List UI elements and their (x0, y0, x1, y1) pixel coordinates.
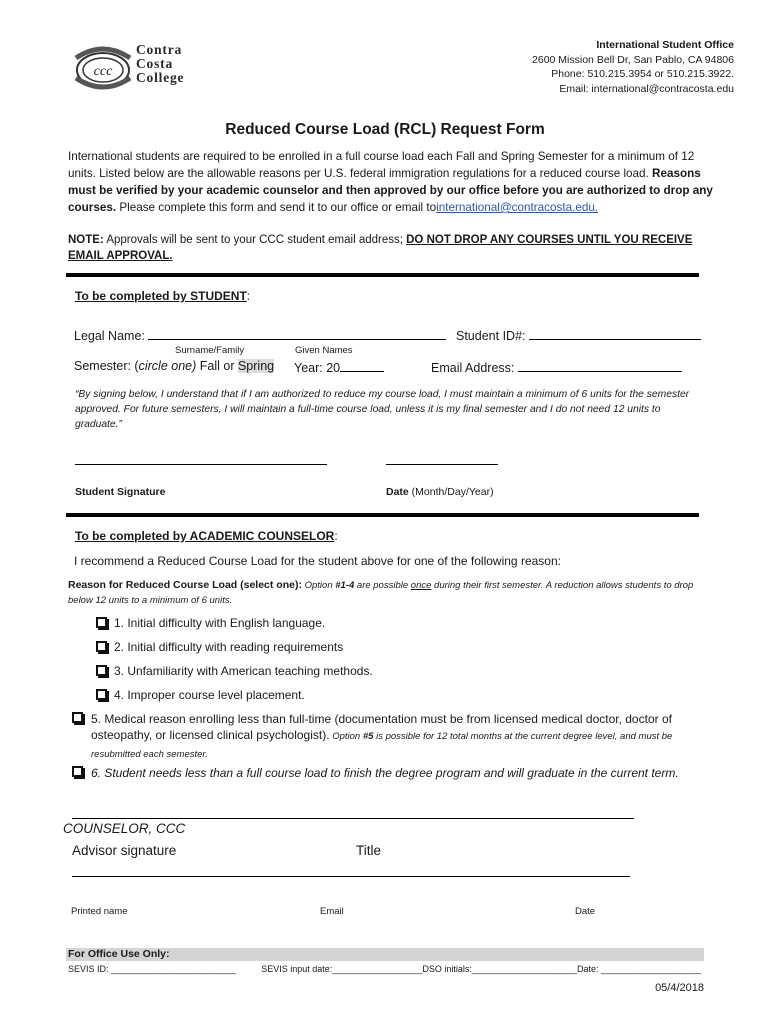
counselor-signature-line[interactable] (72, 818, 634, 819)
email-address-field[interactable] (518, 359, 682, 372)
student-acknowledgement: “By signing below, I understand that if I am authorized to reduce my course load, I must maintain a minimum of 6 units for the semester approved. For future semesters, I will maintain a full-time course load, unless it is my final semester and I do not need 12 units to graduate.” (75, 389, 690, 430)
office-email: Email: international@contracosta.edu (559, 82, 734, 95)
intro-paragraph: International students are required to be enrolled in a full course load each Fall and Spring Semester for a minimum of 12 units. Listed below are the allowable reasons per U.S. federal immigration regulations for a reduced course load. Reasons must be verified by your academic counselor and then approved by our office before you are authorized to drop any courses. Please complete this form and send it to our office or email tointernational@contracosta.edu. (68, 150, 713, 214)
section-divider-2 (66, 513, 699, 517)
printed-name-line[interactable] (72, 876, 630, 877)
spring-option[interactable]: Spring (237, 359, 275, 373)
reason-option-6[interactable]: 6. Student needs less than a full course load to finish the degree program and will graduate in the current term. (91, 766, 679, 780)
section-divider (66, 273, 699, 277)
college-logo (72, 42, 212, 92)
reason-instructions: Reason for Reduced Course Load (select one): Option #1-4 are possible once during their first semester. A reduction allows students to drop below 12 units to a minimum of 6 units. (68, 579, 694, 606)
year-row: Year: 20 (294, 359, 384, 375)
legal-name-field[interactable] (148, 327, 446, 340)
dso-initials-field[interactable]: DSO initials:_____________________ (422, 964, 577, 974)
office-phone: Phone: 510.215.3954 or 510.215.3922. (551, 68, 734, 80)
sevis-id-field[interactable]: SEVIS ID: _________________________ (68, 964, 237, 974)
surname-caption: Surname/Family (175, 345, 245, 356)
student-date-line[interactable] (386, 464, 498, 465)
student-signature-label: Student Signature (75, 486, 166, 498)
office-address: 2600 Mission Bell Dr, San Pablo, CA 94806 (532, 53, 734, 66)
title-label: Title (356, 843, 382, 858)
svg-text:ccc: ccc (93, 64, 113, 79)
reason-option-2[interactable]: 2. Initial difficulty with reading requirements (96, 639, 343, 655)
reason-option-3[interactable]: 3. Unfamiliarity with American teaching methods. (96, 663, 373, 679)
office-title: International Student Office (596, 39, 734, 51)
student-id-row: Student ID#: (456, 327, 701, 343)
checkbox-icon[interactable] (96, 617, 107, 628)
given-names-caption: Given Names (295, 345, 353, 356)
year-field[interactable] (340, 359, 384, 372)
semester-row: Semester: (circle one) Fall or Spring (74, 359, 275, 373)
checkbox-icon[interactable] (96, 689, 107, 700)
email-label: Email (320, 906, 344, 917)
sevis-input-date-field[interactable]: SEVIS input date:__________________ (261, 964, 423, 974)
office-email-link[interactable]: international@contracosta.edu. (436, 201, 599, 214)
college-wordmark: Contra Costa College (136, 42, 185, 85)
advisor-signature-label: Advisor signature (72, 843, 177, 858)
reason-option-1[interactable]: 1. Initial difficulty with English language. (96, 615, 325, 631)
student-date-label: Date (Month/Day/Year) (386, 486, 494, 498)
email-row: Email Address: (431, 359, 682, 375)
reason-option-5[interactable]: 5. Medical reason enrolling less than full-time (documentation must be from licensed medical doctor, doctor of osteopathy, or licensed clinical psychologist). Option #5 is possible for 12 total months at the current degree level, and must be resubmitted each semester. (91, 712, 673, 760)
college-seal-icon (72, 42, 134, 92)
checkbox-icon[interactable] (96, 641, 107, 652)
office-contact-block (434, 38, 734, 96)
form-revision-date: 05/4/2018 (655, 982, 704, 994)
form-title: Reduced Course Load (RCL) Request Form (225, 121, 545, 138)
legal-name-row: Legal Name: (74, 327, 446, 343)
note-paragraph: NOTE: Approvals will be sent to your CCC student email address; DO NOT DROP ANY COURSES UNTIL YOU RECEIVE EMAIL APPROVAL. (68, 234, 693, 262)
checkbox-icon[interactable] (72, 766, 83, 777)
student-id-field[interactable] (529, 327, 701, 340)
student-section-heading: To be completed by STUDENT: (75, 289, 251, 303)
checkbox-icon[interactable] (72, 712, 83, 723)
office-use-fields (68, 964, 701, 974)
printed-name-label: Printed name (71, 906, 128, 917)
office-use-header: For Office Use Only: (66, 948, 704, 961)
checkbox-icon[interactable] (96, 665, 107, 676)
counselor-title-text: COUNSELOR, CCC (63, 821, 186, 836)
office-date-field[interactable]: Date: ____________________ (576, 964, 702, 974)
student-signature-line[interactable] (75, 464, 327, 465)
reason-option-4[interactable]: 4. Improper course level placement. (96, 687, 305, 703)
date-label: Date (575, 906, 596, 917)
recommend-text: I recommend a Reduced Course Load for the student above for one of the following reason: (74, 554, 561, 568)
counselor-section-heading: To be completed by ACADEMIC COUNSELOR: (75, 529, 338, 543)
